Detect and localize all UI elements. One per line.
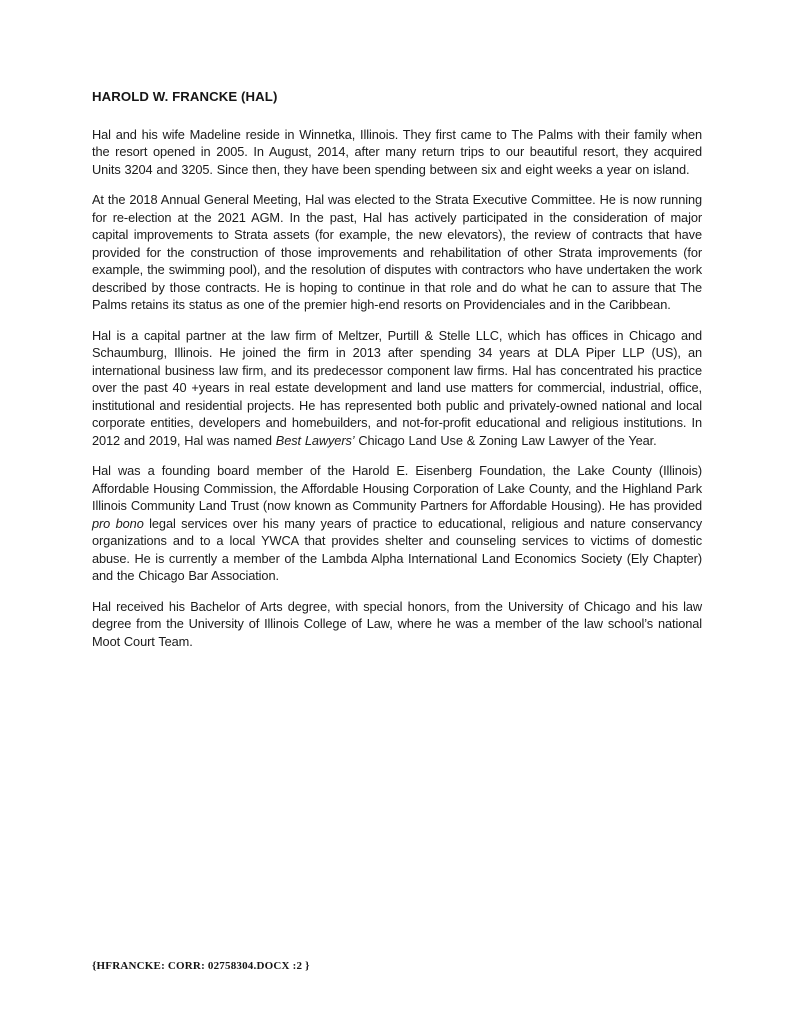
- body-text: Hal was a founding board member of the Harold E. Eisenberg Foundation, the Lake County (Illinois) Affordable Housing Commission, the Affordable Housing Corporation of Lake County, and the Highland Park Illinois Community Land Trust (now known as Community Partners for Affordable Housing). He has provided: [92, 463, 702, 513]
- body-text: Hal is a capital partner at the law firm of Meltzer, Purtill & Stelle LLC, which has offices in Chicago and Schaumburg, Illinois. He joined the firm in 2013 after spending 34 years at DLA Piper LLP (US), an international business law firm, and its predecessor component law firms. Hal has concentrated his practice over the past 40 +years in real estate development and land use matters for commercial, industrial, office, institutional and residential projects. He has represented both public and privately-owned national and local corporate entities, developers and homebuilders, and not-for-profit educational and religious institutions. In 2012 and 2019, Hal was named: [92, 327, 702, 448]
- document-footer: [92, 960, 310, 972]
- paragraph: [92, 327, 702, 450]
- paragraph: [92, 462, 702, 585]
- body-text: Hal received his Bachelor of Arts degree, with special honors, from the University of Chicago and his law degree from the University of Illinois College of Law, where he was a member of the law school’s national Moot Court Team.: [92, 598, 702, 649]
- paragraph: [92, 598, 702, 651]
- body-text: At the 2018 Annual General Meeting, Hal was elected to the Strata Executive Committee. He is now running for re-election at the 2021 AGM. In the past, Hal has actively participated in the consideration of major capital improvements to Strata assets (for example, the new elevators), the review of contracts that have provided for the construction of those improvements and rehabilitation of other Strata improvements (for example, the swimming pool), and the resolution of disputes with contractors who have undertaken the work described by those contracts. He is hoping to continue in that role and do what he can to assure that The Palms retains its status as one of the premier high-end resorts on Providenciales and in the Caribbean.: [92, 192, 702, 312]
- italic-text: Best Lawyers’: [275, 432, 355, 448]
- file-reference: {HFRANCKE: CORR: 02758304.DOCX :2 }: [92, 960, 310, 972]
- document-content: [92, 88, 702, 650]
- italic-text: pro bono: [92, 515, 144, 531]
- document-title: HAROLD W. FRANCKE (HAL): [92, 89, 278, 104]
- paragraph: [92, 126, 702, 179]
- document-body: [92, 126, 702, 651]
- body-text: legal services over his many years of practice to educational, religious and nature conservancy organizations and to a local YWCA that provides shelter and counseling services to victims of domestic abuse. He is currently a member of the Lambda Alpha International Land Economics Society (Ely Chapter) and the Chicago Bar Association.: [92, 515, 702, 583]
- body-text: Chicago Land Use & Zoning Law Lawyer of the Year.: [354, 432, 657, 448]
- paragraph: [92, 191, 702, 314]
- body-text: Hal and his wife Madeline reside in Winnetka, Illinois. They first came to The Palms with their family when the resort opened in 2005. In August, 2014, after many return trips to our beautiful resort, they acquired Units 3204 and 3205. Since then, they have been spending between six and eight weeks a year on island.: [92, 126, 702, 177]
